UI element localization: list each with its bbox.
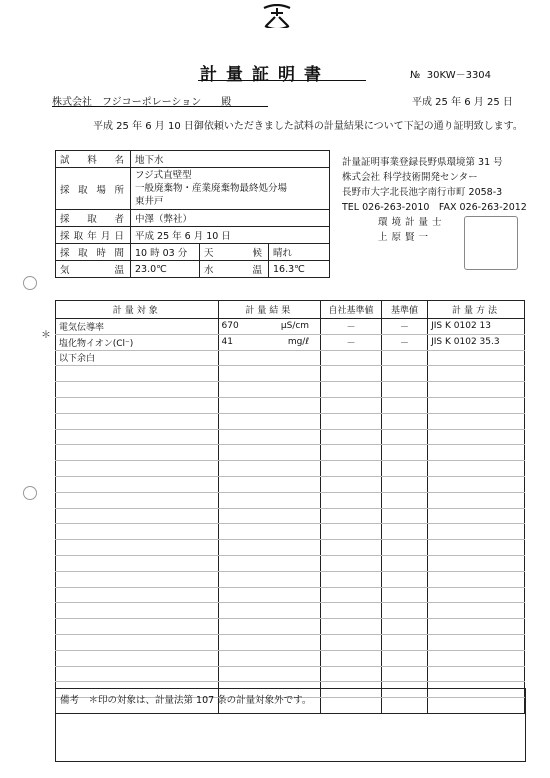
- empty-cell: [321, 429, 382, 445]
- empty-cell: [56, 650, 219, 666]
- empty-cell: [56, 540, 219, 556]
- result-value-cell: [218, 334, 321, 350]
- empty-cell: [218, 540, 321, 556]
- collection-date-label: 採取年月日: [56, 227, 131, 244]
- empty-cell: [218, 587, 321, 603]
- result-method: [428, 350, 525, 366]
- empty-cell: [428, 524, 525, 540]
- location-line: フジ式直壁型: [135, 170, 192, 181]
- sample-info-table: [55, 150, 330, 278]
- collection-date-value: 平成 25 年 6 月 10 日: [131, 227, 330, 244]
- result-standard: －: [381, 334, 427, 350]
- empty-cell: [428, 397, 525, 413]
- collector-value: 中澤（弊社）: [131, 210, 330, 227]
- empty-table-row: [56, 603, 525, 619]
- empty-table-row: [56, 524, 525, 540]
- remarks-text: 備考 ＊印の対象は、計量法第 107 条の計量対象外です。: [60, 695, 312, 706]
- empty-cell: [381, 461, 427, 477]
- empty-cell: [218, 492, 321, 508]
- empty-cell: [218, 555, 321, 571]
- empty-cell: [218, 571, 321, 587]
- results-table: [55, 300, 525, 714]
- result-item: 塩化物イオン(Cl⁻): [56, 334, 219, 350]
- certificate-number-label: №: [410, 70, 421, 81]
- empty-cell: [428, 555, 525, 571]
- empty-table-row: [56, 666, 525, 682]
- table-row: [56, 334, 525, 350]
- result-value: 670: [221, 321, 239, 332]
- collection-time-value: 10 時 03 分: [131, 244, 200, 261]
- empty-cell: [381, 366, 427, 382]
- empty-cell: [321, 413, 382, 429]
- empty-cell: [381, 476, 427, 492]
- empty-cell: [56, 634, 219, 650]
- addressee: 株式会社 フジコーポレーション 殿: [52, 97, 232, 108]
- result-method: JIS K 0102 13: [428, 319, 525, 335]
- empty-cell: [321, 666, 382, 682]
- issuer-address: 長野市大字北長池字南行市町 2058-3: [342, 187, 503, 198]
- empty-cell: [218, 666, 321, 682]
- empty-cell: [321, 571, 382, 587]
- empty-cell: [428, 587, 525, 603]
- empty-cell: [428, 413, 525, 429]
- empty-cell: [428, 476, 525, 492]
- empty-cell: [321, 366, 382, 382]
- empty-cell: [218, 461, 321, 477]
- empty-cell: [321, 587, 382, 603]
- result-own-standard: [321, 350, 382, 366]
- collector-label: 採取者: [56, 210, 131, 227]
- empty-cell: [218, 366, 321, 382]
- empty-table-row: [56, 571, 525, 587]
- empty-cell: [56, 445, 219, 461]
- empty-cell: [56, 508, 219, 524]
- title-underline: [198, 80, 366, 81]
- empty-cell: [428, 634, 525, 650]
- empty-cell: [321, 508, 382, 524]
- empty-cell: [56, 555, 219, 571]
- empty-cell: [321, 382, 382, 398]
- empty-cell: [218, 603, 321, 619]
- result-method: JIS K 0102 35.3: [428, 334, 525, 350]
- empty-table-row: [56, 461, 525, 477]
- empty-table-row: [56, 429, 525, 445]
- result-item: 以下余白: [56, 350, 219, 366]
- empty-cell: [428, 429, 525, 445]
- sample-name-value: 地下水: [131, 151, 330, 168]
- empty-table-row: [56, 650, 525, 666]
- empty-cell: [381, 492, 427, 508]
- sample-name-row: [56, 151, 330, 168]
- result-standard: －: [381, 319, 427, 335]
- star-mark: ＊: [41, 330, 51, 341]
- result-value-cell: [218, 350, 321, 366]
- empty-cell: [381, 603, 427, 619]
- empty-cell: [218, 397, 321, 413]
- remarks-box: [55, 688, 526, 762]
- empty-cell: [381, 571, 427, 587]
- result-own-standard: －: [321, 334, 382, 350]
- empty-cell: [428, 492, 525, 508]
- empty-cell: [428, 461, 525, 477]
- water-temp-value: 16.3℃: [269, 261, 330, 278]
- header-result: 計量結果: [218, 301, 321, 319]
- empty-cell: [218, 508, 321, 524]
- empty-cell: [321, 555, 382, 571]
- empty-cell: [381, 540, 427, 556]
- empty-cell: [56, 492, 219, 508]
- empty-cell: [56, 571, 219, 587]
- empty-table-row: [56, 555, 525, 571]
- issuer-tel-fax: TEL 026-263-2010 FAX 026-263-2012: [342, 202, 527, 213]
- location-label: 採取場所: [56, 168, 131, 210]
- location-line: 東井戸: [135, 196, 164, 207]
- location-value: [131, 168, 330, 210]
- results-header-row: [56, 301, 525, 319]
- empty-cell: [218, 524, 321, 540]
- empty-cell: [428, 382, 525, 398]
- binder-hole-icon: [23, 486, 37, 500]
- empty-cell: [218, 619, 321, 635]
- inspector-title: 環境計量士: [378, 217, 446, 228]
- empty-table-row: [56, 476, 525, 492]
- header-item: 計量対象: [56, 301, 219, 319]
- empty-cell: [381, 555, 427, 571]
- result-unit: μS/cm: [280, 321, 310, 332]
- air-temp-label: 気 温: [56, 261, 131, 278]
- empty-cell: [428, 619, 525, 635]
- empty-cell: [218, 382, 321, 398]
- empty-cell: [56, 524, 219, 540]
- empty-cell: [321, 540, 382, 556]
- intro-text: 平成 25 年 6 月 10 日御依頼いただきました試料の計量結果について下記の通り証明致します。: [93, 121, 523, 132]
- empty-cell: [381, 445, 427, 461]
- issue-date: 平成 25 年 6 月 25 日: [412, 97, 513, 108]
- result-own-standard: －: [321, 319, 382, 335]
- empty-cell: [218, 476, 321, 492]
- header-standard: 基準値: [381, 301, 427, 319]
- document-title: 計量証明書: [200, 65, 330, 85]
- empty-cell: [218, 445, 321, 461]
- empty-cell: [381, 666, 427, 682]
- binder-hole-icon: [23, 276, 37, 290]
- addressee-underline: [52, 106, 268, 107]
- empty-cell: [381, 634, 427, 650]
- empty-cell: [428, 540, 525, 556]
- empty-cell: [321, 650, 382, 666]
- collector-row: [56, 210, 330, 227]
- empty-table-row: [56, 382, 525, 398]
- empty-cell: [381, 397, 427, 413]
- certificate-number-value: 30KW－3304: [426, 70, 492, 81]
- empty-table-row: [56, 508, 525, 524]
- empty-table-row: [56, 445, 525, 461]
- official-seal-stamp: [464, 216, 518, 270]
- empty-cell: [428, 666, 525, 682]
- empty-cell: [218, 634, 321, 650]
- empty-cell: [381, 587, 427, 603]
- empty-table-row: [56, 413, 525, 429]
- registration-number: 計量証明事業登録長野県環境第 31 号: [342, 157, 503, 168]
- empty-cell: [428, 571, 525, 587]
- empty-cell: [218, 413, 321, 429]
- empty-cell: [321, 619, 382, 635]
- empty-cell: [381, 508, 427, 524]
- empty-cell: [321, 634, 382, 650]
- header-method: 計量方法: [428, 301, 525, 319]
- temperature-row: [56, 261, 330, 278]
- empty-table-row: [56, 540, 525, 556]
- empty-cell: [321, 445, 382, 461]
- table-row: [56, 350, 525, 366]
- time-weather-row: [56, 244, 330, 261]
- header-own-standard: 自社基準値: [321, 301, 382, 319]
- empty-cell: [56, 603, 219, 619]
- table-row: [56, 319, 525, 335]
- empty-cell: [428, 650, 525, 666]
- empty-cell: [381, 524, 427, 540]
- empty-cell: [218, 650, 321, 666]
- empty-cell: [321, 524, 382, 540]
- empty-cell: [381, 413, 427, 429]
- empty-table-row: [56, 634, 525, 650]
- empty-cell: [428, 603, 525, 619]
- result-item: 電気伝導率: [56, 319, 219, 335]
- empty-cell: [56, 429, 219, 445]
- empty-cell: [428, 445, 525, 461]
- weather-value: 晴れ: [269, 244, 330, 261]
- empty-cell: [56, 397, 219, 413]
- issuer-company: 株式会社 科学技術開発センター: [342, 172, 478, 183]
- empty-table-row: [56, 366, 525, 382]
- result-value: 41: [221, 337, 233, 348]
- empty-cell: [321, 461, 382, 477]
- empty-cell: [321, 397, 382, 413]
- empty-cell: [428, 366, 525, 382]
- air-temp-value: 23.0℃: [131, 261, 200, 278]
- location-line: 一般廃棄物・産業廃棄物最終処分場: [135, 183, 288, 194]
- empty-cell: [56, 476, 219, 492]
- weather-label: 天 候: [200, 244, 269, 261]
- collection-time-label: 採取時間: [56, 244, 131, 261]
- location-row: [56, 168, 330, 210]
- collection-date-row: [56, 227, 330, 244]
- empty-cell: [56, 461, 219, 477]
- empty-cell: [381, 619, 427, 635]
- empty-table-row: [56, 619, 525, 635]
- empty-cell: [321, 492, 382, 508]
- empty-cell: [428, 508, 525, 524]
- empty-cell: [218, 429, 321, 445]
- empty-cell: [56, 587, 219, 603]
- empty-cell: [381, 429, 427, 445]
- water-temp-label: 水 温: [200, 261, 269, 278]
- empty-cell: [321, 476, 382, 492]
- empty-table-row: [56, 492, 525, 508]
- result-unit: mg/ℓ: [287, 337, 310, 348]
- company-logo-icon: [262, 4, 292, 28]
- empty-cell: [381, 650, 427, 666]
- empty-cell: [321, 603, 382, 619]
- sample-name-label: 試 料 名: [56, 151, 131, 168]
- empty-cell: [56, 382, 219, 398]
- result-standard: [381, 350, 427, 366]
- inspector-name: 上原賢一: [378, 232, 433, 243]
- result-value-cell: [218, 319, 321, 335]
- empty-cell: [56, 366, 219, 382]
- certificate-number: [410, 66, 491, 81]
- empty-cell: [381, 382, 427, 398]
- empty-cell: [56, 619, 219, 635]
- empty-cell: [56, 413, 219, 429]
- empty-cell: [56, 666, 219, 682]
- empty-table-row: [56, 397, 525, 413]
- empty-table-row: [56, 587, 525, 603]
